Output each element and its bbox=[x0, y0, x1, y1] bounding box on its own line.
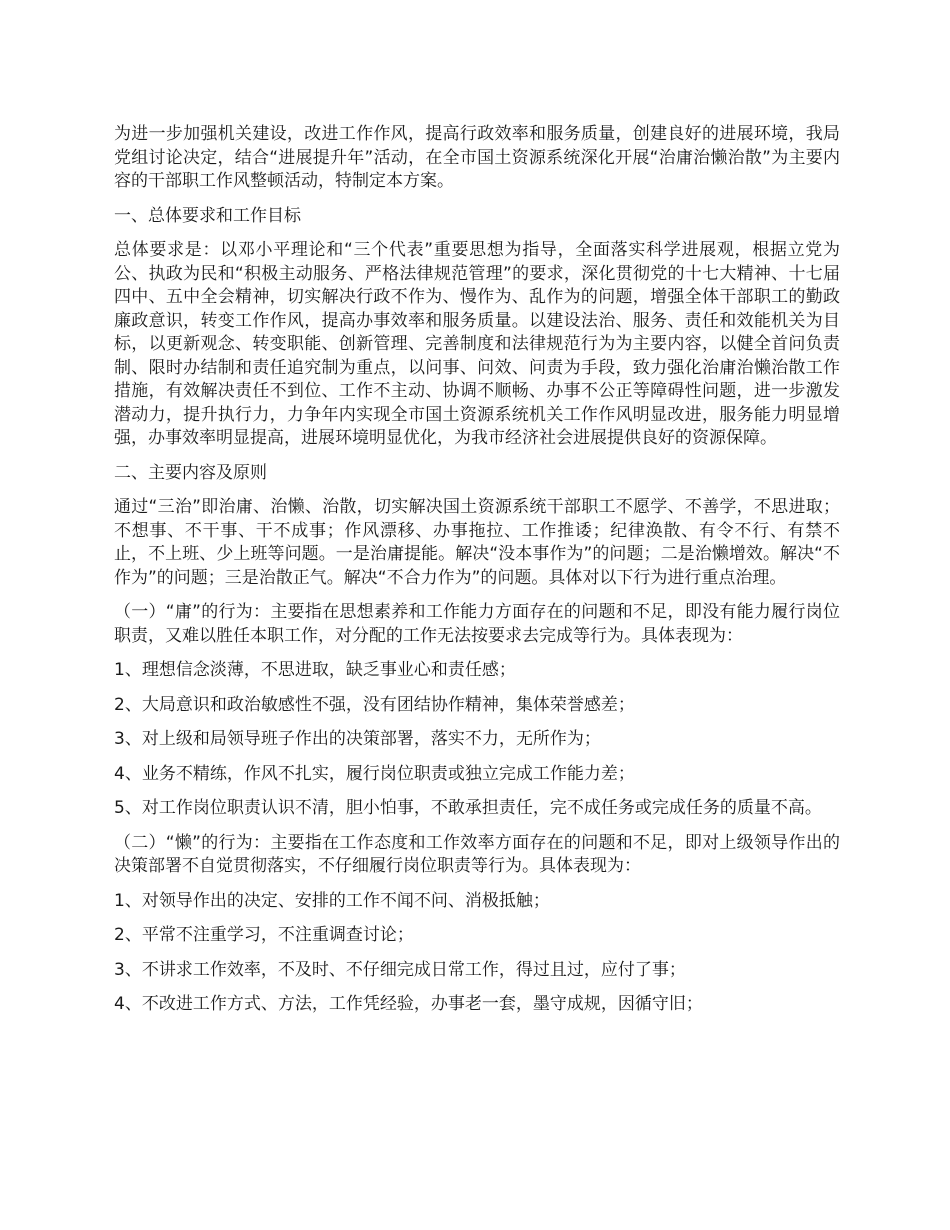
main-content-paragraph: 通过“三治”即治庸、治懒、治散，切实解决国土资源系统干部职工不愿学、不善学，不思进取；不想事、不干事、干不成事；作风漂移、办事拖拉、工作推诿；纪律涣散、有令不行、有禁不止，不上班、少上班等问题。一是治庸提能。解决“没本事作为”的问题；二是治懒增效。解决“不作为”的问题；三是治散正气。解决“不合力作为”的问题。具体对以下行为进行重点治理。 bbox=[114, 497, 840, 588]
intro-paragraph: 为进一步加强机关建设，改进工作作风，提高行政效率和服务质量，创建良好的进展环境，我局党组讨论决定，结合“进展提升年”活动，在全市国土资源系统深化开展“治庸治懒治散”为主要内容的干部职工作风整顿活动，特制定本方案。 bbox=[114, 124, 840, 191]
section-heading-2: 二、主要内容及原则 bbox=[114, 462, 267, 483]
yong-item-4: 4、业务不精练，作风不扎实，履行岗位职责或独立完成工作能力差； bbox=[114, 763, 635, 784]
yong-item-1: 1、理想信念淡薄，不思进取，缺乏事业心和责任感； bbox=[114, 660, 516, 680]
lan-item-3: 3、不讲求工作效率，不及时、不仔细完成日常工作，得过且过，应付了事； bbox=[114, 959, 686, 980]
section-heading-1: 一、总体要求和工作目标 bbox=[114, 205, 301, 226]
overall-requirements-paragraph: 总体要求是：以邓小平理论和“三个代表”重要思想为指导，全面落实科学进展观，根据立党为公、执政为民和“积极主动服务、严格法律规范管理”的要求，深化贯彻党的十七大精神、十七届四中、五中全会精神，切实解决行政不作为、慢作为、乱作为的问题，增强全体干部职工的勤政廉政意识，转变工作作风，提高办事效率和服务质量。以建设法治、服务、责任和效能机关为目标，以更新观念、转变职能、创新管理、完善制度和法律规范行为为主要内容，以健全首问负责制、限时办结制和责任追究制为重点，以问事、问效、问责为手段，致力强化治庸治懒治散工作措施，有效解决责任不到位、工作不主动、协调不顺畅、办事不公正等障碍性问题，进一步激发潜动力，提升执行力，力争年内实现全市国土资源系统机关工作作风明显改进，服务能力明显增强，办事效率明显提高，进展环境明显优化，为我市经济社会进展提供良好的资源保障。 bbox=[114, 240, 840, 448]
document-body bbox=[114, 123, 840, 1028]
subsection-lan-paragraph: （二）“懒”的行为：主要指在工作态度和工作效率方面存在的问题和不足，即对上级领导作出的决策部署不自觉贯彻落实，不仔细履行岗位职责等行为。具体表现为： bbox=[114, 832, 840, 876]
lan-item-4: 4、不改进工作方式、方法，工作凭经验，办事老一套，墨守成规，因循守旧； bbox=[114, 994, 703, 1014]
yong-item-5: 5、对工作岗位职责认识不清，胆小怕事，不敢承担责任，完不成任务或完成任务的质量不高。 bbox=[114, 798, 822, 818]
subsection-yong-paragraph: （一）“庸”的行为：主要指在思想素养和工作能力方面存在的问题和不足，即没有能力履行岗位职责，又难以胜任本职工作，对分配的工作无法按要求去完成等行为。具体表现为： bbox=[114, 602, 840, 646]
lan-item-1: 1、对领导作出的决定、安排的工作不闻不问、消极抵触； bbox=[114, 890, 550, 911]
yong-item-2: 2、大局意识和政治敏感性不强，没有团结协作精神，集体荣誉感差； bbox=[114, 694, 635, 715]
lan-item-2: 2、平常不注重学习，不注重调查讨论； bbox=[114, 925, 414, 945]
yong-item-3: 3、对上级和局领导班子作出的决策部署，落实不力，无所作为； bbox=[114, 729, 601, 749]
